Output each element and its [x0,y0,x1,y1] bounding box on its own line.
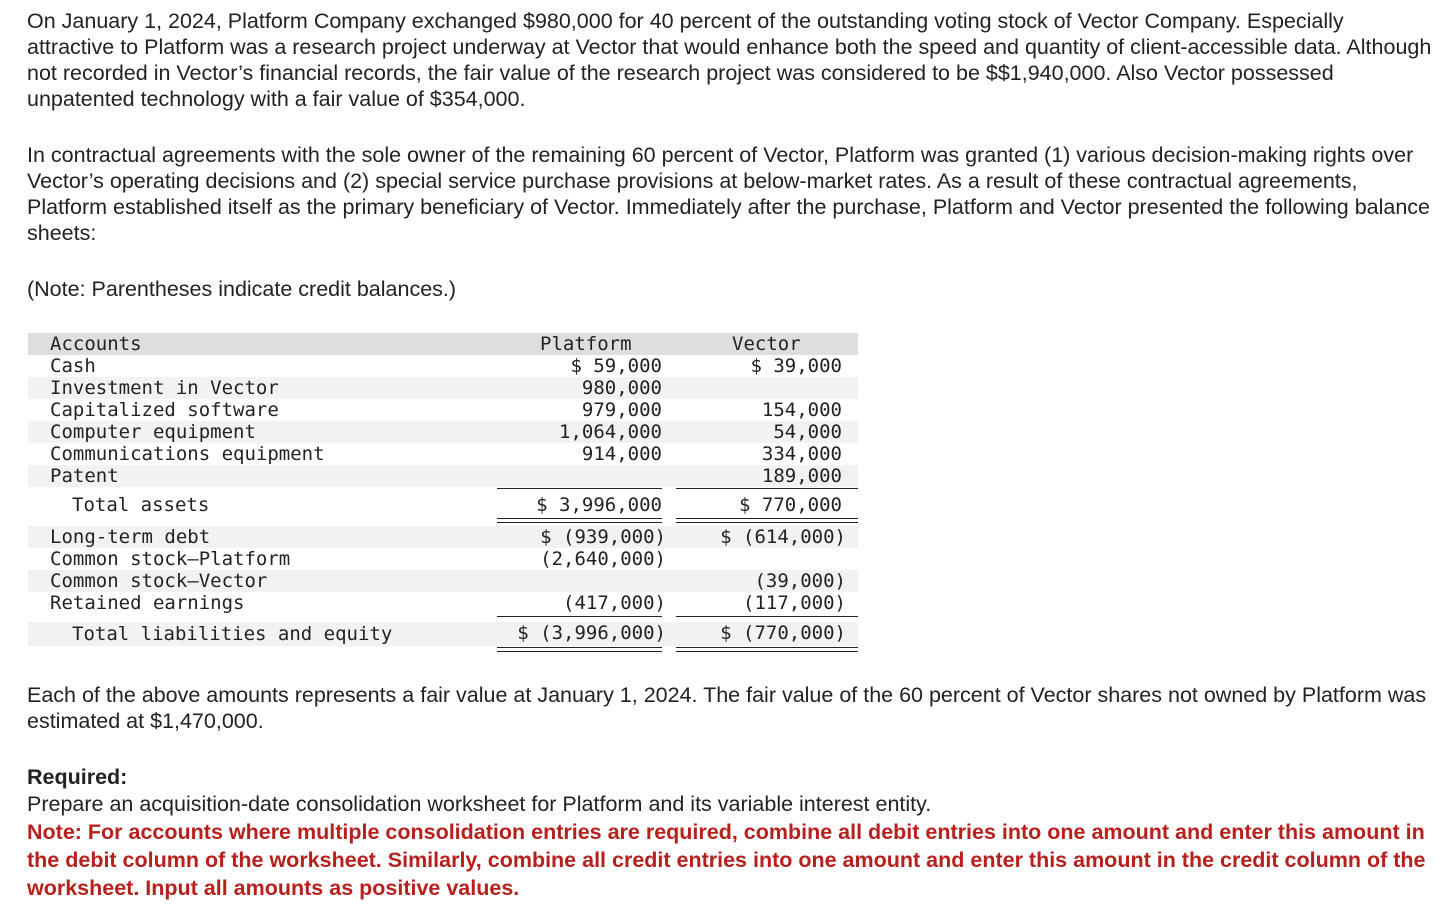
account-label: Communications equipment [50,443,325,465]
platform-total-liabilities: $ (3,996,000) [517,622,666,644]
total-liabilities-row [28,622,858,646]
account-label: Common stock–Vector [50,570,268,592]
account-label: Capitalized software [50,399,279,421]
table-header-row [28,333,858,355]
double-rule-top [676,518,858,519]
account-label: Patent [50,465,119,487]
account-label: Long-term debt [50,526,211,548]
total-liabilities-label: Total liabilities and equity [72,623,393,645]
vector-amount: (117,000) [743,592,846,614]
vector-amount: 189,000 [761,465,842,487]
table-row [28,399,858,421]
subtotal-rule-platform [497,616,662,617]
table-row [28,421,858,443]
vector-amount: $ (614,000) [720,526,846,548]
account-label: Cash [50,355,96,377]
vector-amount: (39,000) [754,570,846,592]
vector-amount: $ 39,000 [750,355,842,377]
subtotal-rule-vector [676,488,858,489]
platform-amount: (417,000) [563,592,666,614]
credit-balance-note: (Note: Parentheses indicate credit balances.) [27,277,457,301]
header-accounts: Accounts [50,333,142,355]
double-rule-bottom [676,651,858,652]
required-section [27,764,1427,902]
subtotal-rule-platform [497,488,662,489]
double-rule-top [497,647,662,648]
required-note: Note: For accounts where multiple consolidation entries are required, combine all debit entries into one amount and enter this amount in the debit column of the worksheet. Similarly, combine all credit entries into one amount and enter this amount in the credit column of the worksheet. Input all amounts as positive values. [27,820,1426,900]
account-label: Retained earnings [50,592,245,614]
table-row [28,377,858,399]
platform-amount: $ 59,000 [570,355,662,377]
table-row [28,526,858,548]
double-rule-bottom [497,522,662,523]
table-row [28,592,858,614]
vector-amount: 154,000 [761,399,842,421]
intro-paragraph-1: On January 1, 2024, Platform Company exchanged $980,000 for 40 percent of the outstanding voting stock of Vector Company. Especially attractive to Platform was a research project underway at Vector that would enhance both the speed and quantity of client-accessible data. Although not recorded in Vector’s financial records, the fair value of the research project was considered to be $$1,940,000. Also Vector possessed unpatented technology with a fair value of $354,000. [27,9,1432,111]
fair-value-paragraph: Each of the above amounts represents a fair value at January 1, 2024. The fair value of the 60 percent of Vector shares not owned by Platform was estimated at $1,470,000. [27,683,1427,733]
double-rule-top [497,518,662,519]
subtotal-rule-vector [676,616,858,617]
header-vector: Vector [732,333,801,355]
table-row [28,465,858,487]
intro-paragraph-2: In contractual agreements with the sole owner of the remaining 60 percent of Vector, Platform was granted (1) various decision-making rights over Vector’s operating decisions and (2) special service purchase provisions at below-market rates. As a result of these contractual agreements, Platform established itself as the primary beneficiary of Vector. Immediately after the purchase, Platform and Vector presented the following balance sheets: [27,143,1431,245]
double-rule-bottom [497,651,662,652]
platform-total-assets: $ 3,996,000 [536,494,662,516]
total-assets-row [28,494,858,516]
account-label: Common stock–Platform [50,548,291,570]
required-text: Prepare an acquisition-date consolidation worksheet for Platform and its variable interest entity. [27,792,932,816]
vector-amount: 54,000 [773,421,842,443]
platform-amount: 979,000 [581,399,662,421]
vector-total-assets: $ 770,000 [739,494,842,516]
table-row [28,443,858,465]
account-label: Investment in Vector [50,377,279,399]
platform-amount: 980,000 [581,377,662,399]
required-heading: Required: [27,765,128,789]
header-platform: Platform [540,333,632,355]
double-rule-top [676,647,858,648]
platform-amount: 914,000 [581,443,662,465]
platform-amount: (2,640,000) [540,548,666,570]
vector-total-liabilities: $ (770,000) [720,622,846,644]
double-rule-bottom [676,522,858,523]
table-row [28,355,858,377]
total-assets-label: Total assets [72,494,210,516]
table-row [28,570,858,592]
platform-amount: $ (939,000) [540,526,666,548]
table-row [28,548,858,570]
account-label: Computer equipment [50,421,256,443]
platform-amount: 1,064,000 [559,421,662,443]
vector-amount: 334,000 [761,443,842,465]
